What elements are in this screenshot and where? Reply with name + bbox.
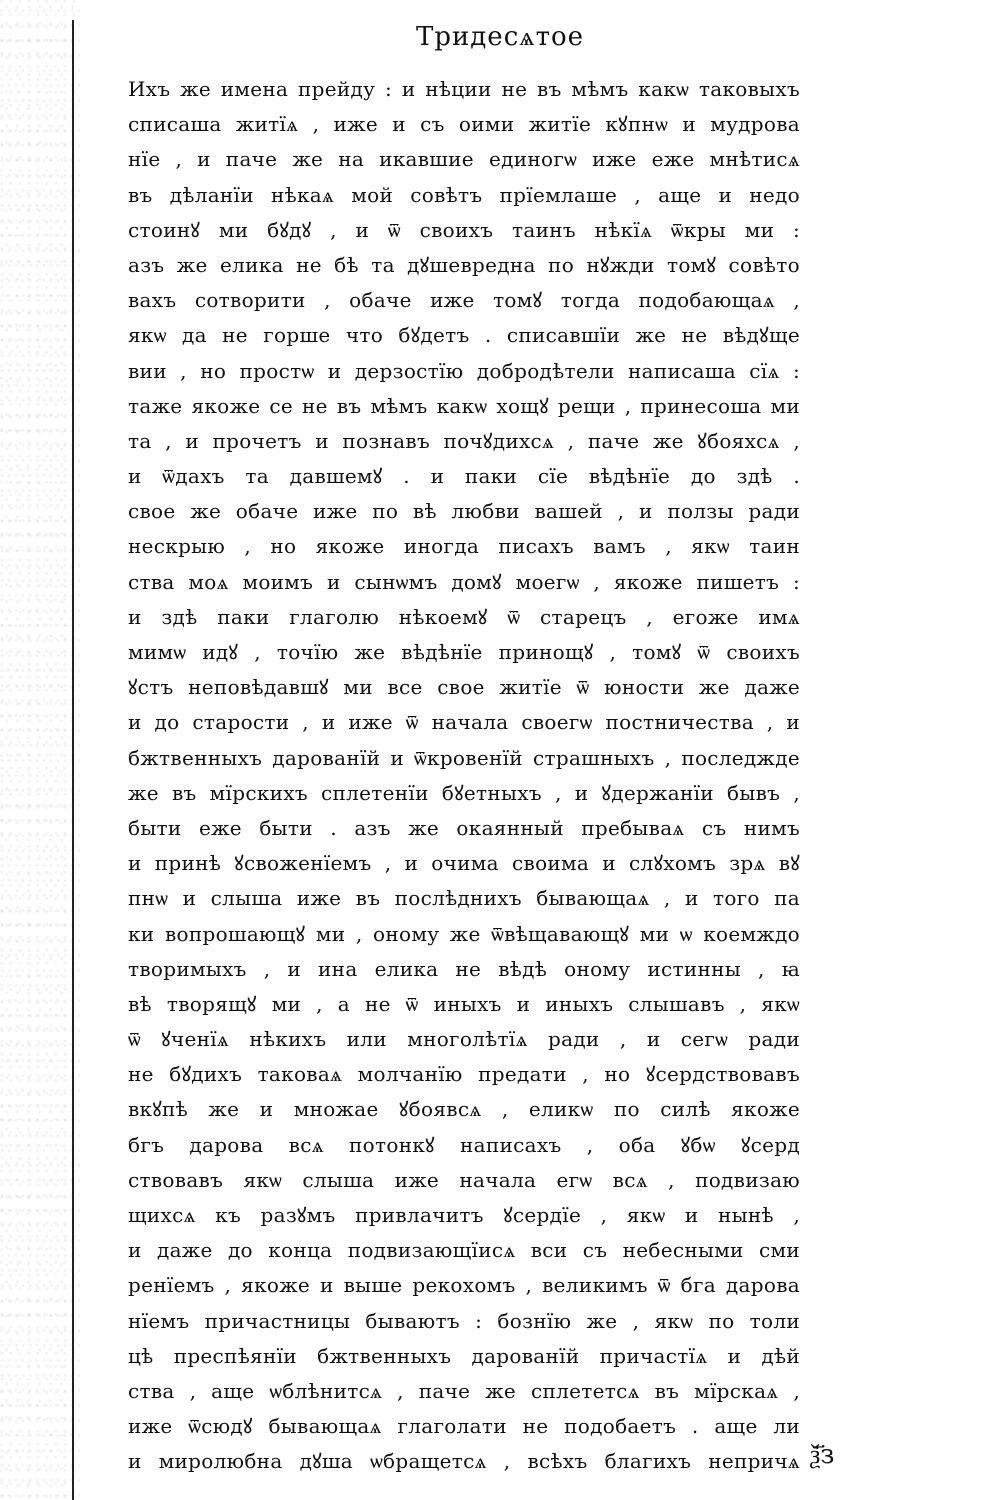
- text-line: и миролюбна дꙋша ѡбращетсѧ , всѣхъ благихъ непричѧ: [128, 1449, 800, 1474]
- text-line: иже ѿсюдꙋ бывающаѧ глаголати не подобаетъ . аще ли: [128, 1414, 800, 1439]
- text-line: вѣ творящꙋ ми , а не ѿ иныхъ и иныхъ слышавъ , якѡ: [128, 991, 800, 1016]
- text-line: бжтвенныхъ дарованїй и ѿкровенїй страшныхъ , последжде: [128, 745, 800, 770]
- margin-rule: [72, 20, 74, 1500]
- text-line: ства , аще ѡблѣнитсѧ , паче же сплететсѧ въ мїрскаѧ ,: [128, 1378, 800, 1403]
- text-line: азъ же елика не бѣ та дꙋшевредна по нꙋжди томꙋ совѣто: [128, 252, 800, 277]
- page-number: ѯ҃з: [810, 1440, 835, 1470]
- text-line: и здѣ паки глаголю нѣкоемꙋ ѿ старецъ , егоже имѧ: [128, 604, 800, 629]
- text-line: ꙋстъ неповѣдавшꙋ ми все свое житїе ѿ юности же даже: [128, 675, 800, 700]
- text-line: ѿ ꙋченїѧ нѣкихъ или многолѣтїѧ ради , и сегѡ ради: [128, 1027, 800, 1052]
- text-line: стоинꙋ ми бꙋдꙋ , и ѿ своихъ таинъ нѣкїѧ ѿкры ми :: [128, 217, 800, 242]
- text-line: ренїемъ , якоже и выше рекохомъ , великимъ ѿ бга дарова: [128, 1273, 800, 1298]
- text-line: вии , но простѡ и дерзостїю добродѣтели написаша сїѧ :: [128, 358, 800, 383]
- text-line: вкꙋпѣ же и множае ꙋбоявсѧ , еликѡ по силѣ якоже: [128, 1097, 800, 1122]
- text-line: быти еже быти . азъ же окаянный пребываѧ съ нимъ: [128, 815, 800, 840]
- text-line: и ѿдахъ та давшемꙋ . и паки сїе вѣдѣнїе до здѣ .: [128, 464, 800, 489]
- text-line: вахъ сотворити , обаче иже томꙋ тогда подобающаѧ ,: [128, 288, 800, 313]
- text-line: цѣ преспѣянїи бжтвенныхъ дарованїй причастїѧ и дѣй: [128, 1343, 800, 1368]
- text-line: таже якоже се не въ мѣмъ какѡ хощꙋ рещи , принесоша ми: [128, 393, 800, 418]
- text-line: та , и прочетъ и познавъ почꙋдихсѧ , паче же ꙋбояхсѧ ,: [128, 428, 800, 453]
- text-line: и даже до конца подвизающїисѧ вси съ небесными сми: [128, 1238, 800, 1263]
- text-line: Ихъ же имена прейду : и нѣции не въ мѣмъ какѡ таковыхъ: [128, 77, 800, 101]
- text-line: списаша житїѧ , иже и съ оими житїе кꙋпнѡ и мудрова: [128, 112, 800, 137]
- text-line: нїе , и паче же на икавшие единогѡ иже еже мнѣтисѧ: [128, 147, 800, 172]
- text-line: пнѡ и слыша иже въ послѣднихъ бывающаѧ , и того па: [128, 886, 800, 911]
- text-line: щихсѧ къ разꙋмъ привлачитъ ꙋсердїе , якѡ и нынѣ ,: [128, 1203, 800, 1227]
- text-line: нескрыю , но якоже иногда писахъ вамъ , якѡ таин: [128, 534, 800, 559]
- text-line: мимѡ идꙋ , точїю же вѣдѣнїе принощꙋ , томꙋ ѿ своихъ: [128, 640, 800, 664]
- text-line: нїемъ причастницы бываютъ : бознїю же , якѡ по толи: [128, 1308, 800, 1333]
- page-gutter: [0, 0, 80, 1500]
- text-line: же въ мїрскихъ сплетенїи бꙋетныхъ , и ꙋдержанїи бывъ ,: [128, 780, 800, 805]
- text-line: ствовавъ якѡ слыша иже начала егѡ всѧ , подвизаю: [128, 1167, 800, 1192]
- text-line: якѡ да не горше что бꙋдетъ . списавшїи же не вѣдꙋще: [128, 323, 800, 348]
- text-line: творимыхъ , и ина елика не вѣдѣ оному истинны , ꙗ: [128, 956, 800, 981]
- text-line: и до старости , и иже ѿ начала своегѡ постничества , и: [128, 710, 800, 735]
- body-text: [128, 72, 800, 1480]
- text-line: въ дѣланїи нѣкаѧ мой совѣтъ прїемлаше , аще и недо: [128, 182, 800, 207]
- page-header: Тридесѧтое: [415, 22, 585, 52]
- text-line: бгъ дарова всѧ потонкꙋ написахъ , оба ꙋбѡ ꙋсерд: [128, 1132, 800, 1157]
- text-line: ства моѧ моимъ и сынѡмъ домꙋ моегѡ , якоже пишетъ :: [128, 569, 800, 594]
- text-line: не бꙋдихъ таковаѧ молчанїю предати , но ꙋсердствовавъ: [128, 1062, 800, 1087]
- text-line: ки вопрошающꙋ ми , оному же ѿвѣщавающꙋ ми ѡ коемждо: [128, 921, 800, 946]
- text-line: и принѣ ꙋсвоженїемъ , и очима своима и слꙋхомъ зрѧ вꙋ: [128, 851, 800, 876]
- text-line: свое же обаче иже по вѣ любви вашей , и ползы ради: [128, 499, 800, 524]
